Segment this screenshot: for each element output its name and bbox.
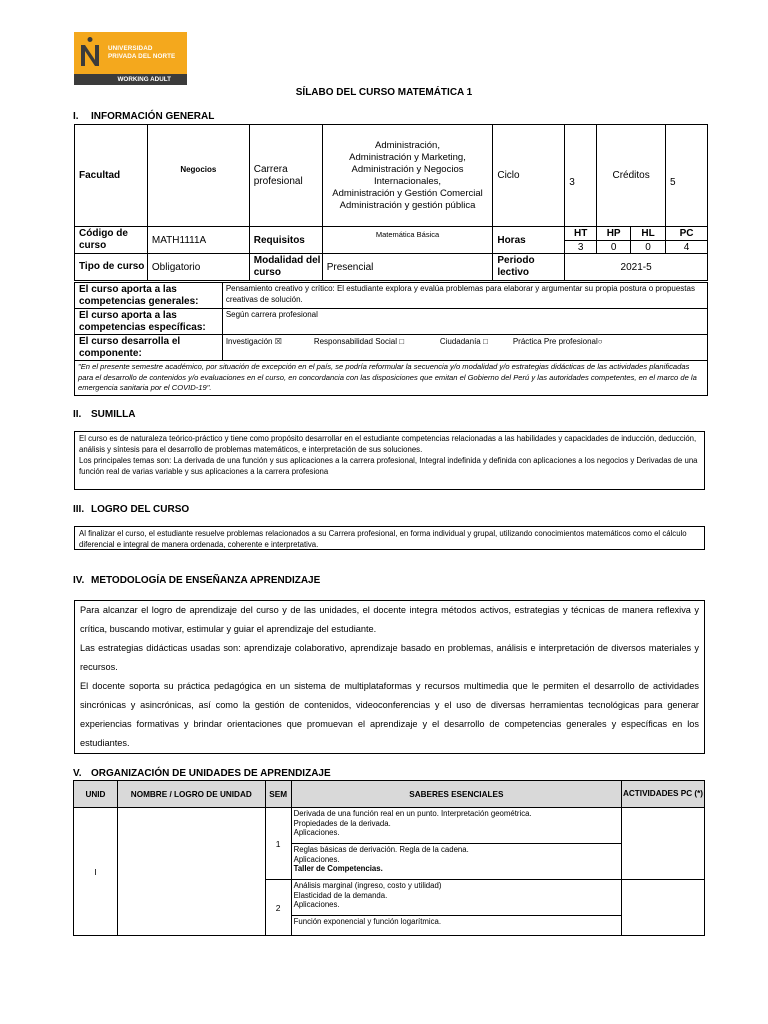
periodo-label: Periodo lectivo [493, 254, 565, 281]
units-header-unid: UNID [74, 781, 118, 808]
section-2-title: SUMILLA [91, 409, 136, 420]
units-header-actividades: ACTIVIDADES PC (*) [622, 781, 705, 808]
units-header-nombre: NOMBRE / LOGRO DE UNIDAD [117, 781, 265, 808]
week-number: 2 [265, 880, 291, 936]
general-info-table [74, 124, 708, 281]
metodologia-paragraph: Las estrategias didácticas usadas son: aprendizaje colaborativo, aprendizaje basado en problemas, análisis e interpretación de diversos materiales y recursos. [80, 643, 699, 672]
saberes-line: Reglas básicas de derivación. Regla de la cadena. [293, 845, 469, 854]
section-4-heading [73, 575, 320, 586]
componente-label: El curso desarrolla el componente: [75, 335, 223, 361]
ciclo-value: 3 [565, 125, 597, 227]
componente-practica: Práctica Pre profesional○ [512, 337, 603, 346]
competencies-table [74, 282, 708, 396]
creditos-value: 5 [666, 125, 708, 227]
sumilla-paragraph: Los principales temas son: La derivada de una función y sus aplicaciones a la carrera profesional, Integral indefinida y definida con aplicaciones a los negocios y Derivadas de una función real de varias variable y sus aplicaciones a la carrera profesiona [79, 456, 698, 476]
facultad-label: Facultad [75, 125, 148, 227]
logo-text [108, 45, 175, 60]
document-title: SÍLABO DEL CURSO MATEMÁTICA 1 [295, 87, 473, 98]
logro-box: Al finalizar el curso, el estudiante resuelve problemas relacionados a su Carrera profesional, en forma individual y grupal, utilizando conocimientos matemáticos como el cálculo diferencial e integral de manera ordenada, coherente e interpretativa. [74, 526, 705, 550]
logo-line1: UNIVERSIDAD [108, 45, 153, 52]
codigo-value: MATH1111A [147, 227, 249, 254]
university-logo [74, 32, 187, 85]
componente-ciudadania: Ciudadanía □ [439, 337, 488, 346]
section-2-number: II. [73, 409, 82, 420]
metodologia-box [74, 600, 705, 754]
covid-note: "En el presente semestre académico, por situación de excepción en el país, se podría reformular la secuencia y/o modalidad y/o estrategias didácticas de las actividades planificadas para el desarrollo de contenidos y/o evaluaciones en el curso, en concordancia con las disposiciones que emitan el Gobierno del Perú y las autoridades competentes, en el marco de la emergencia sanitaria por el COVID-19". [75, 361, 708, 396]
tipo-value: Obligatorio [147, 254, 249, 281]
section-3-heading [73, 504, 189, 515]
modalidad-value: Presencial [322, 254, 493, 281]
especificas-label: El curso aporta a las competencias específicas: [75, 309, 223, 335]
week-number: 1 [265, 808, 291, 880]
section-2-heading [73, 409, 135, 420]
unit-name-cell [117, 808, 265, 936]
carrera-label: Carrera profesional [249, 125, 322, 227]
ciclo-label: Ciclo [493, 125, 565, 227]
modalidad-label: Modalidad del curso [249, 254, 322, 281]
logo-n-icon [78, 36, 104, 70]
metodologia-paragraph: El docente soporta su práctica pedagógica en un sistema de multiplataformas y recursos multimedia que le permiten el desarrollo de actividades sincrónicas y asincrónicas, así como la gestión de contenidos, videoconferencias y el uso de diversas herramientas tecnológicas para generar experiencias formativas y brindar orientaciones que promuevan el aprendizaje y el desarrollo de competencias generales y específicas en los estudiantes. [80, 681, 699, 748]
horas-hl-value: 0 [631, 241, 666, 254]
saberes-line-bold: Taller de Competencias. [293, 864, 383, 873]
saberes-line: Aplicaciones. [293, 854, 340, 864]
horas-pc-header: PC [666, 227, 708, 241]
componente-responsabilidad: Responsabilidad Social □ [313, 337, 405, 346]
section-3-title: LOGRO DEL CURSO [91, 504, 190, 515]
units-header-saberes: SABERES ESENCIALES [291, 781, 621, 808]
section-5-number: V. [73, 768, 82, 779]
metodologia-paragraph: Para alcanzar el logro de aprendizaje del curso y de las unidades, el docente integra métodos activos, estrategias y técnicas de manera reflexiva y crítica, buscando motivar, estimular y guiar el aprendizaje del estudiante. [80, 605, 699, 634]
units-table [73, 780, 705, 936]
section-5-heading [73, 768, 331, 779]
section-1-number: I. [73, 111, 79, 122]
carrera-item: Administración y Gestión Comercial [332, 187, 483, 199]
generales-value: Pensamiento creativo y crítico: El estudiante explora y evalúa problemas para elaborar y argumentar su propia postura o propuestas creativas de solución. [222, 283, 707, 309]
componente-investigacion: Investigación ☒ [225, 337, 282, 346]
logo-line2: PRIVADA DEL NORTE [108, 52, 176, 60]
generales-label: El curso aporta a las competencias generales: [75, 283, 223, 309]
codigo-label: Código de curso [75, 227, 148, 254]
carrera-item: Administración y Negocios Internacionales, [351, 163, 464, 187]
horas-ht-header: HT [565, 227, 597, 241]
saberes-line: Elasticidad de la demanda. [293, 890, 388, 900]
section-4-number: IV. [73, 575, 85, 586]
saberes-block [291, 808, 621, 844]
facultad-value: Negocios [147, 125, 249, 227]
horas-hl-header: HL [631, 227, 666, 241]
horas-pc-value: 4 [666, 241, 708, 254]
section-1-title: INFORMACIÓN GENERAL [91, 111, 215, 122]
logo-tag: WORKING ADULT [74, 74, 187, 85]
periodo-value: 2021-5 [565, 254, 708, 281]
saberes-block [291, 880, 621, 916]
section-3-number: III. [73, 504, 85, 515]
section-1-heading [73, 111, 214, 122]
horas-ht-value: 3 [565, 241, 597, 254]
horas-label: Horas [493, 227, 565, 254]
requisitos-value: Matemática Básica [322, 227, 493, 254]
requisitos-label: Requisitos [249, 227, 322, 254]
saberes-line: Función exponencial y función logarítmica. [293, 917, 441, 926]
tipo-label: Tipo de curso [75, 254, 148, 281]
saberes-line: Derivada de una función real en un punto. Interpretación geométrica. [293, 809, 532, 818]
carrera-item: Administración y gestión pública [339, 199, 476, 211]
saberes-line: Análisis marginal (ingreso, costo y utilidad) [293, 881, 442, 890]
actividades-cell [622, 808, 705, 880]
especificas-value: Según carrera profesional [222, 309, 707, 335]
unit-number: I [74, 808, 118, 936]
creditos-label: Créditos [597, 125, 666, 227]
horas-hp-value: 0 [597, 241, 631, 254]
saberes-line: Aplicaciones. [293, 828, 340, 837]
actividades-cell [622, 880, 705, 936]
saberes-line: Propiedades de la derivada. [293, 818, 391, 828]
units-header-sem: SEM [265, 781, 291, 808]
saberes-line: Aplicaciones. [293, 900, 340, 909]
saberes-block [291, 844, 621, 880]
sumilla-paragraph: El curso es de naturaleza teórico-práctico y tiene como propósito desarrollar en el estudiante competencias relacionadas a las habilidades y capacidades de inducción, deducción, análisis y síntesis para el desarrollo de problemas matemáticos, e interpretación de sus soluciones. [79, 434, 697, 454]
componentes-list [222, 335, 707, 361]
carrera-item: Administración y Marketing, [349, 151, 466, 163]
carreras-list [322, 125, 493, 227]
horas-hp-header: HP [597, 227, 631, 241]
saberes-block [291, 916, 621, 936]
carrera-item: Administración, [375, 139, 440, 151]
section-5-title: ORGANIZACIÓN DE UNIDADES DE APRENDIZAJE [91, 768, 331, 779]
section-4-title: METODOLOGÍA DE ENSEÑANZA APRENDIZAJE [91, 575, 321, 586]
sumilla-box [74, 431, 705, 490]
